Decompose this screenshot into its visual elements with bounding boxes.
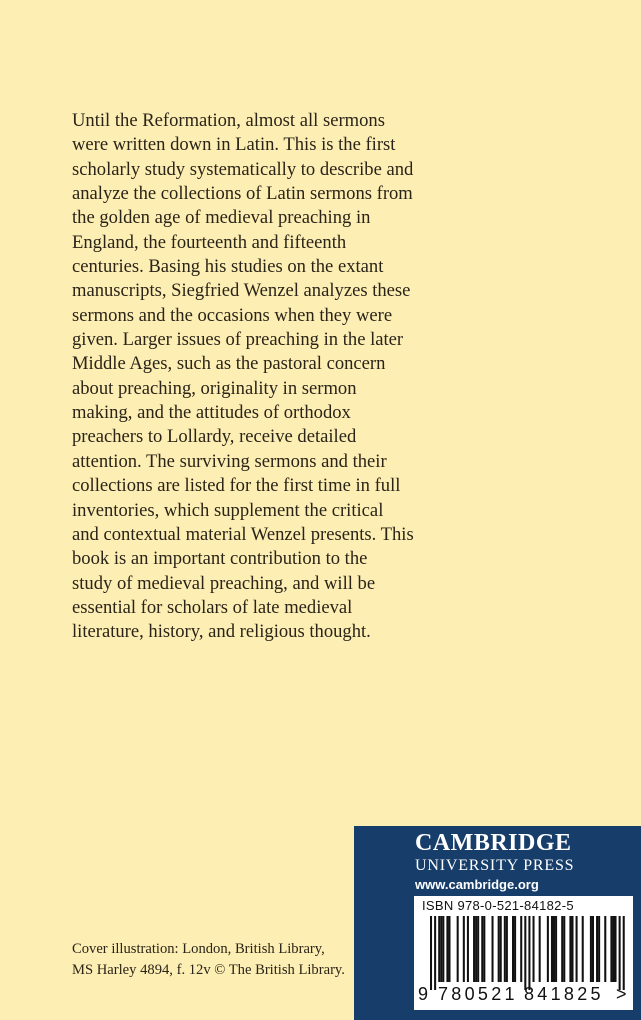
barcode-end-mark: >: [616, 984, 627, 1004]
barcode-bar: [473, 916, 475, 982]
barcode-bar: [442, 916, 444, 982]
barcode-bar: [563, 916, 565, 982]
blurb-line: scholarly study systematically to describe and: [72, 158, 414, 180]
barcode-bar: [434, 916, 436, 990]
barcode-bar: [524, 916, 526, 990]
barcode-bar: [492, 916, 494, 982]
barcode-first-digit: 9: [418, 984, 429, 1004]
barcode-bar: [467, 916, 469, 982]
blurb-line: and contextual material Wenzel presents. This: [72, 523, 414, 545]
barcode-bar: [571, 916, 573, 982]
blurb-line: literature, history, and religious thought.: [72, 621, 371, 643]
barcode-bar: [448, 916, 450, 982]
blurb-line: attention. The surviving sermons and their: [72, 450, 387, 472]
barcode-bar: [551, 916, 553, 982]
barcode-bar: [590, 916, 592, 982]
blurb-line: essential for scholars of late medieval: [72, 596, 353, 618]
credit-line: Cover illustration: London, British Library,: [72, 941, 325, 957]
barcode-bar: [561, 916, 563, 982]
barcode-bar: [539, 916, 541, 982]
barcode-bar: [512, 916, 514, 982]
barcode-bar: [440, 916, 442, 982]
blurb-line: given. Larger issues of preaching in the later: [72, 329, 404, 351]
barcode-bar: [555, 916, 557, 982]
blurb-line: Middle Ages, such as the pastoral concern: [72, 353, 386, 375]
barcode-bar: [547, 916, 549, 982]
credit-line: MS Harley 4894, f. 12v © The British Library.: [72, 962, 345, 978]
blurb-line: Until the Reformation, almost all sermons: [72, 110, 385, 131]
isbn-barcode: [414, 896, 633, 1010]
blurb-line: were written down in Latin. This is the first: [72, 134, 396, 156]
blurb-line: inventories, which supplement the critical: [72, 499, 384, 521]
barcode-bar: [438, 916, 440, 982]
barcode-bar: [514, 916, 516, 982]
publisher-panel: [354, 826, 641, 1020]
barcode-bar: [553, 916, 555, 982]
barcode-bar: [615, 916, 617, 982]
barcode-bar: [520, 916, 522, 982]
publisher-website: www.cambridge.org: [415, 877, 539, 892]
barcode-bar: [457, 916, 459, 982]
cover-illustration-credit: [72, 939, 345, 981]
back-cover-blurb: [72, 109, 417, 645]
blurb-line: about preaching, originality in sermon: [72, 377, 357, 399]
blurb-line: sermons and the occasions when they were: [72, 304, 393, 326]
blurb-line: preachers to Lollardy, receive detailed: [72, 426, 357, 448]
barcode-bar: [500, 916, 502, 982]
blurb-line: analyze the collections of Latin sermons from: [72, 183, 413, 205]
barcode-bar: [592, 916, 594, 982]
barcode-bar: [612, 916, 614, 982]
isbn-label: ISBN 978-0-521-84182-5: [422, 898, 574, 913]
barcode-bar: [477, 916, 479, 982]
barcode-left-group: 780521: [438, 984, 518, 1004]
barcode-bar: [504, 916, 506, 982]
barcode-bar: [596, 916, 598, 982]
blurb-line: manuscripts, Siegfried Wenzel analyzes these: [72, 280, 411, 302]
barcode-bar: [582, 916, 584, 982]
barcode-bar: [569, 916, 571, 982]
barcode-bar: [623, 916, 625, 990]
barcode-bar: [498, 916, 500, 982]
barcode-bar: [533, 916, 535, 982]
blurb-line: making, and the attitudes of orthodox: [72, 402, 351, 424]
blurb-line: centuries. Basing his studies on the extant: [72, 256, 384, 278]
barcode-bar: [483, 916, 485, 982]
blurb-line: the golden age of medieval preaching in: [72, 207, 371, 229]
barcode-bar: [430, 916, 432, 990]
barcode-bar: [610, 916, 612, 982]
barcode-bar: [619, 916, 621, 990]
blurb-line: book is an important contribution to the: [72, 548, 368, 570]
barcode-bar: [528, 916, 530, 990]
barcode-bar: [598, 916, 600, 982]
barcode-bar: [506, 916, 508, 982]
publisher-logo-name: CAMBRIDGE: [415, 830, 572, 856]
barcode-right-group: 841825: [524, 984, 604, 1004]
barcode-bar: [576, 916, 578, 982]
barcode-bar: [604, 916, 606, 982]
barcode-bar: [463, 916, 465, 982]
barcode-bar: [446, 916, 448, 982]
blurb-line: England, the fourteenth and fifteenth: [72, 231, 347, 253]
barcode-bar: [475, 916, 477, 982]
blurb-line: collections are listed for the first time in full: [72, 475, 401, 497]
publisher-logo-subtitle: UNIVERSITY PRESS: [415, 857, 575, 874]
blurb-line: study of medieval preaching, and will be: [72, 572, 376, 594]
barcode-bar: [481, 916, 483, 982]
